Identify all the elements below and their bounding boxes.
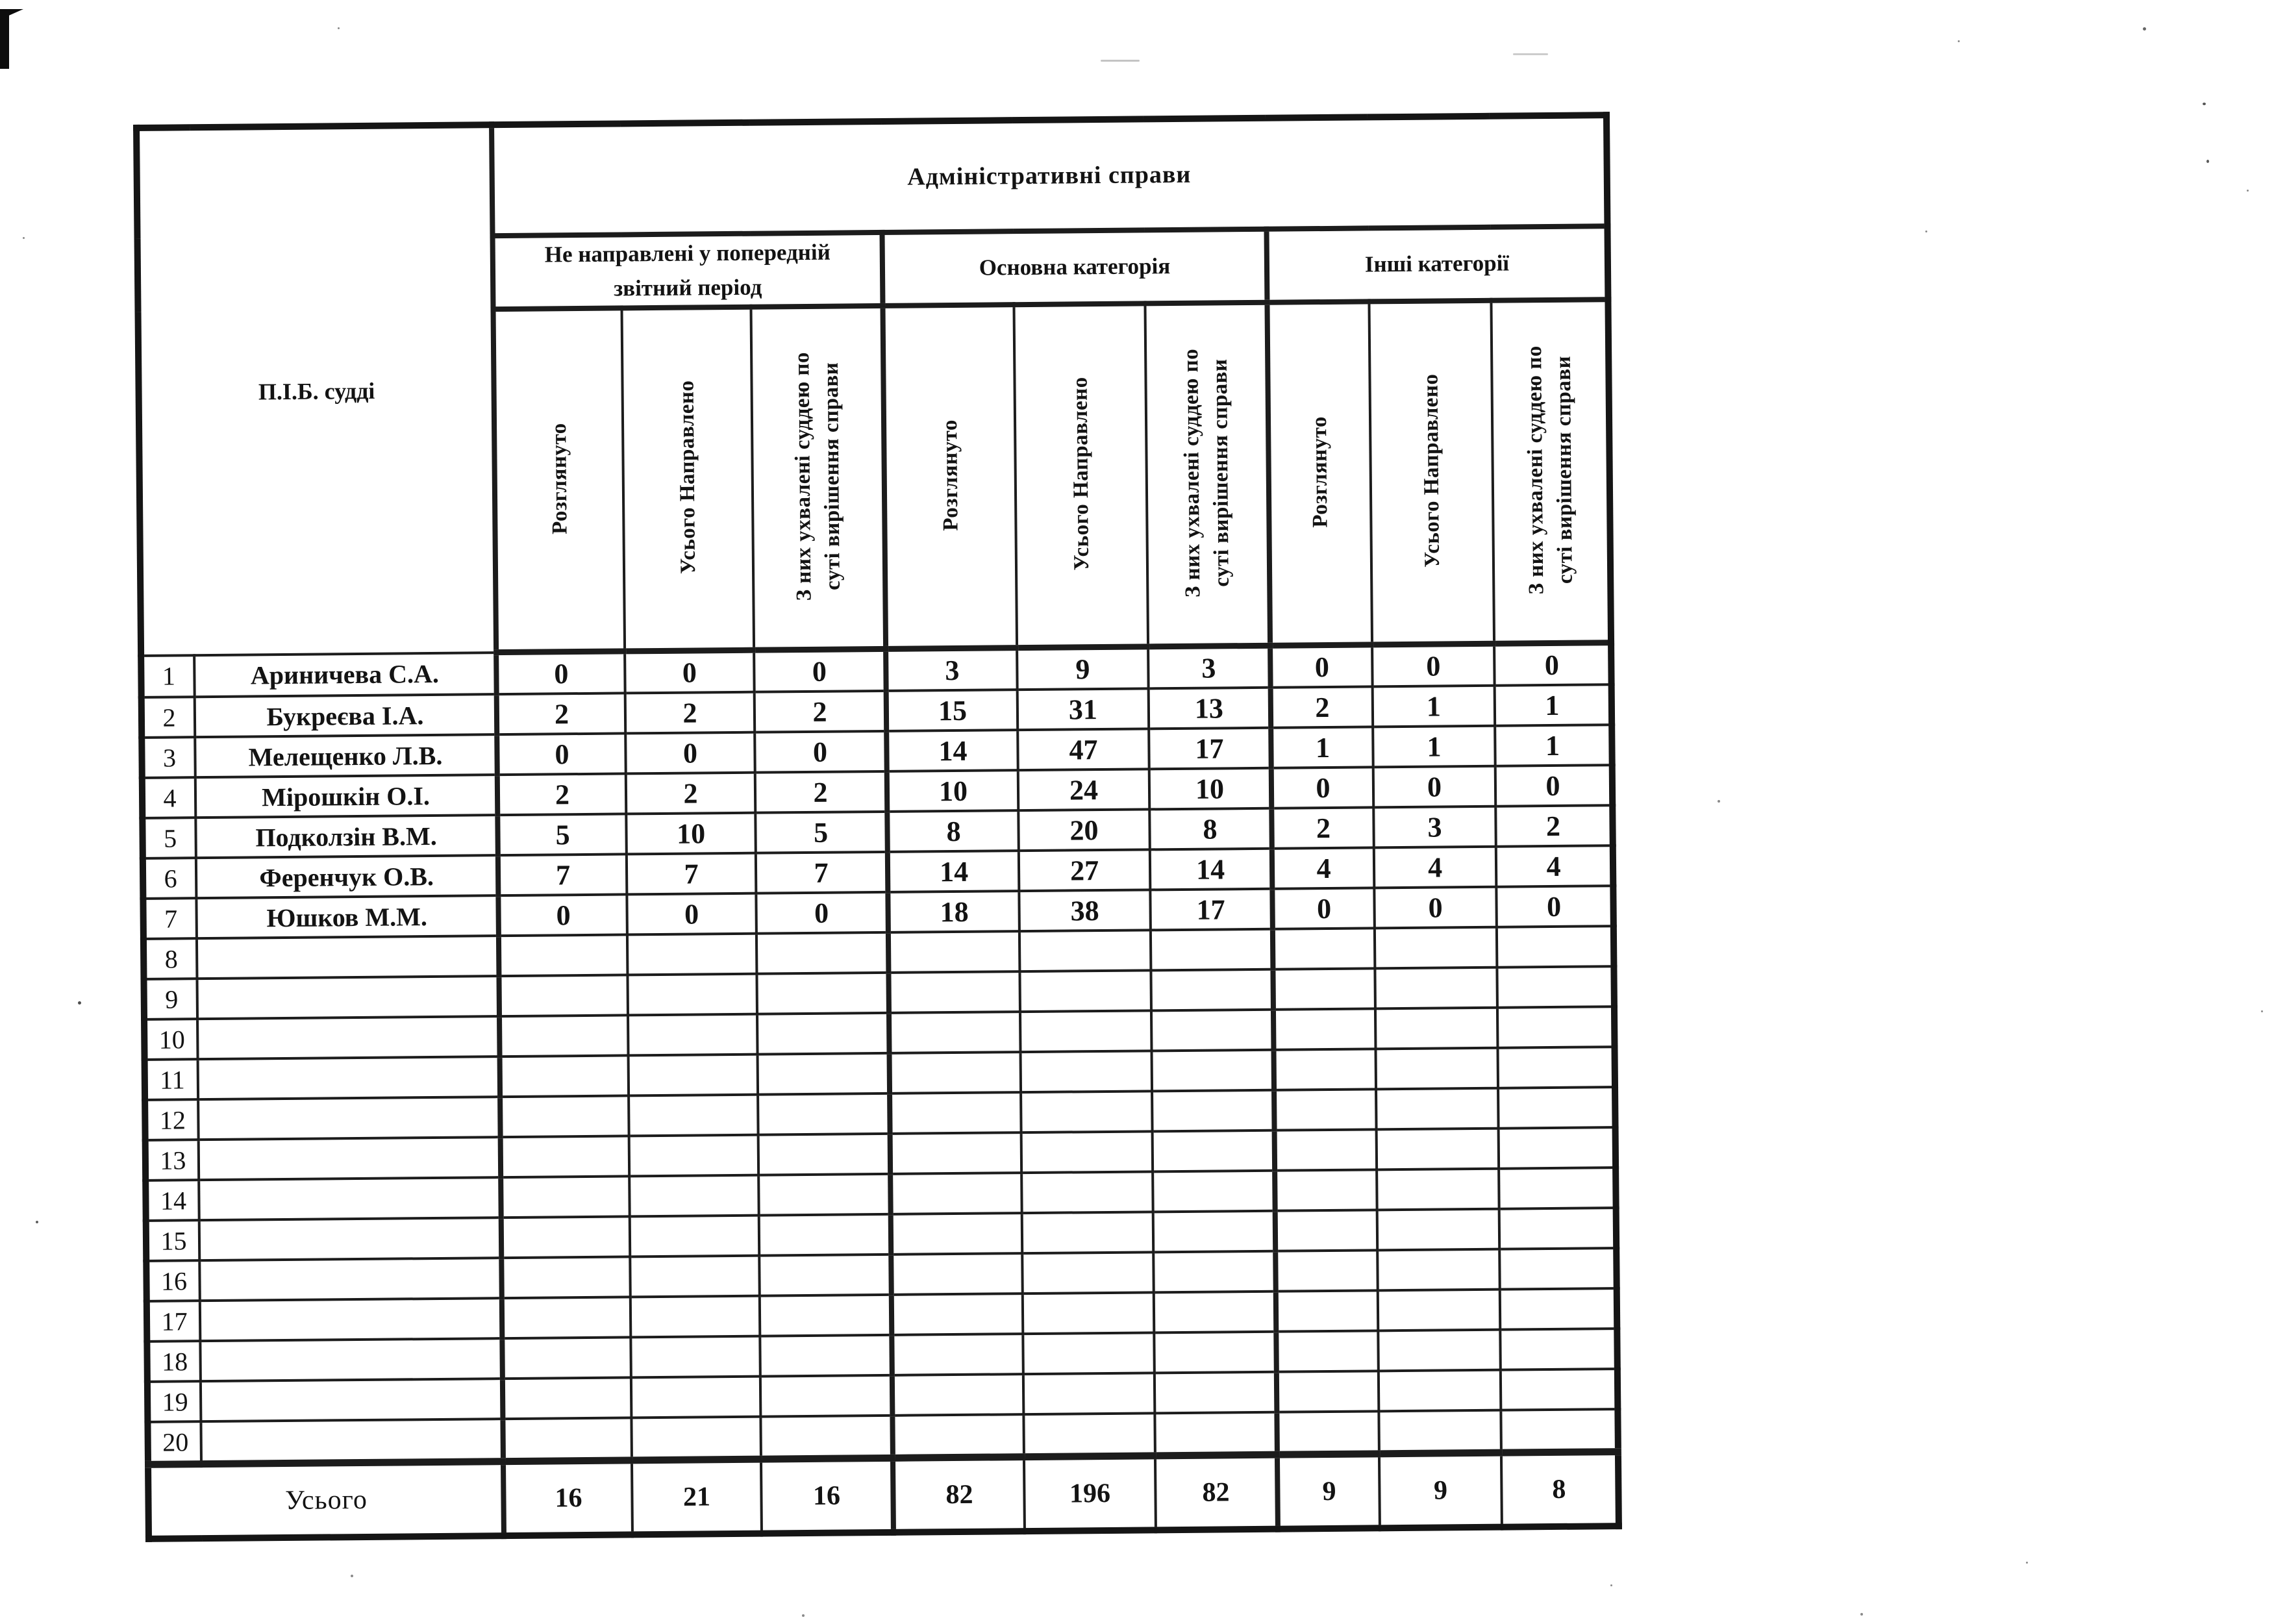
value-cell-other-total: 0 bbox=[1374, 887, 1497, 929]
value-cell-not-sent-total bbox=[630, 1256, 760, 1297]
value-cell-other-total bbox=[1376, 1088, 1499, 1130]
value-cell-other-total: 4 bbox=[1374, 847, 1497, 888]
value-cell-main-considered: 14 bbox=[888, 851, 1019, 892]
row-number-cell: 9 bbox=[144, 979, 197, 1019]
group-header-not-sent-previous-period: Не направлені у попередній звітний період bbox=[493, 232, 883, 309]
column-header-considered: Розглянуто bbox=[938, 419, 963, 531]
row-number-cell: 5 bbox=[142, 818, 196, 858]
judge-name-cell: Ариничева С.А. bbox=[194, 653, 497, 697]
value-cell-not-sent-considered bbox=[501, 1176, 630, 1218]
value-cell-other-considered bbox=[1274, 1049, 1377, 1090]
value-cell-not-sent-total bbox=[627, 974, 757, 1016]
table-header bbox=[136, 115, 1611, 655]
judge-name-cell bbox=[199, 1218, 502, 1260]
value-cell-not-sent-total: 7 bbox=[627, 853, 756, 895]
value-cell-main-decided bbox=[1152, 1090, 1275, 1132]
value-cell-other-decided bbox=[1498, 1087, 1616, 1129]
row-number-cell: 6 bbox=[143, 858, 197, 899]
value-cell-other-total bbox=[1377, 1209, 1500, 1251]
value-cell-main-considered bbox=[892, 1293, 1023, 1335]
value-cell-other-considered: 0 bbox=[1270, 645, 1373, 688]
table-footer bbox=[148, 1452, 1619, 1539]
value-cell-not-sent-decided: 0 bbox=[755, 731, 887, 773]
value-cell-not-sent-total bbox=[630, 1216, 760, 1257]
value-cell-not-sent-considered bbox=[499, 975, 628, 1016]
judge-name-cell: Ференчук О.В. bbox=[196, 855, 499, 898]
value-cell-main-total bbox=[1023, 1292, 1155, 1334]
judge-name-cell: Юшков М.М. bbox=[196, 895, 499, 938]
value-cell-not-sent-decided bbox=[759, 1214, 892, 1256]
value-cell-not-sent-decided: 7 bbox=[756, 852, 888, 893]
value-cell-not-sent-considered: 2 bbox=[497, 693, 626, 734]
scan-speck bbox=[2206, 160, 2209, 163]
value-cell-not-sent-decided bbox=[756, 932, 889, 974]
value-cell-main-decided bbox=[1151, 929, 1273, 971]
row-number-cell: 4 bbox=[142, 777, 196, 818]
value-cell-not-sent-total: 2 bbox=[626, 773, 756, 814]
value-cell-not-sent-total bbox=[629, 1135, 759, 1177]
value-cell-main-total bbox=[1022, 1212, 1154, 1253]
metric-header-cell bbox=[1267, 301, 1372, 645]
value-cell-other-decided bbox=[1499, 1127, 1616, 1169]
column-header-total-sent: Усього Направлено bbox=[675, 380, 701, 575]
row-number-cell: 19 bbox=[147, 1381, 201, 1422]
value-cell-other-total: 3 bbox=[1373, 806, 1496, 848]
judge-name-cell: Подколзін В.М. bbox=[195, 815, 498, 858]
totals-value: 9 bbox=[1277, 1454, 1380, 1529]
value-cell-not-sent-considered: 0 bbox=[497, 733, 626, 775]
value-cell-main-considered: 8 bbox=[887, 810, 1019, 852]
judge-name-cell: Мелещенко Л.В. bbox=[195, 734, 497, 777]
scan-speck bbox=[2026, 1562, 2028, 1564]
value-cell-other-decided bbox=[1501, 1409, 1618, 1453]
value-cell-other-considered bbox=[1275, 1210, 1378, 1251]
value-cell-not-sent-considered bbox=[503, 1418, 632, 1461]
row-number-cell: 10 bbox=[144, 1019, 198, 1060]
row-number-cell: 20 bbox=[147, 1421, 201, 1464]
value-cell-main-decided bbox=[1151, 1010, 1274, 1051]
metric-header-cell bbox=[1369, 301, 1494, 645]
scan-speck bbox=[23, 237, 25, 239]
judge-name-cell bbox=[197, 936, 499, 979]
value-cell-not-sent-decided bbox=[758, 1174, 891, 1216]
value-cell-main-decided: 8 bbox=[1149, 808, 1272, 850]
value-cell-not-sent-total bbox=[631, 1336, 760, 1378]
value-cell-other-considered bbox=[1276, 1330, 1379, 1371]
value-cell-not-sent-decided bbox=[759, 1255, 892, 1296]
judge-name-cell bbox=[200, 1298, 503, 1341]
value-cell-not-sent-decided bbox=[760, 1416, 893, 1459]
scan-speck bbox=[351, 1575, 353, 1577]
value-cell-not-sent-considered: 7 bbox=[498, 854, 627, 895]
metric-header-cell bbox=[1145, 303, 1270, 647]
value-cell-main-decided: 14 bbox=[1150, 849, 1273, 890]
value-cell-main-total bbox=[1023, 1373, 1155, 1414]
value-cell-other-considered: 0 bbox=[1271, 767, 1374, 808]
table-body bbox=[141, 643, 1618, 1465]
value-cell-other-considered: 1 bbox=[1271, 727, 1373, 768]
value-cell-not-sent-decided bbox=[760, 1335, 892, 1377]
value-cell-main-considered bbox=[891, 1213, 1023, 1255]
totals-value: 196 bbox=[1024, 1456, 1156, 1531]
value-cell-not-sent-decided bbox=[758, 1134, 891, 1175]
value-cell-not-sent-decided: 2 bbox=[755, 771, 888, 813]
row-number-cell: 11 bbox=[145, 1059, 199, 1100]
value-cell-other-decided: 1 bbox=[1495, 725, 1612, 766]
value-cell-other-considered bbox=[1277, 1411, 1379, 1455]
value-cell-main-total: 9 bbox=[1017, 647, 1149, 690]
value-cell-other-total bbox=[1375, 927, 1497, 969]
value-cell-other-considered: 2 bbox=[1271, 686, 1373, 727]
value-cell-main-decided bbox=[1153, 1251, 1276, 1293]
value-cell-not-sent-total bbox=[628, 1014, 758, 1056]
totals-label: Усього bbox=[148, 1462, 504, 1539]
value-cell-main-total bbox=[1022, 1252, 1154, 1293]
value-cell-main-considered: 14 bbox=[886, 730, 1018, 771]
value-cell-other-total bbox=[1377, 1129, 1499, 1170]
row-number-cell: 12 bbox=[145, 1099, 199, 1140]
scan-speck bbox=[338, 27, 340, 29]
row-number-cell: 1 bbox=[141, 655, 195, 697]
value-cell-main-considered bbox=[888, 931, 1020, 973]
value-cell-main-total: 38 bbox=[1019, 890, 1151, 931]
value-cell-other-decided: 0 bbox=[1496, 886, 1614, 927]
judge-name-cell: Букреєва І.А. bbox=[195, 694, 497, 737]
value-cell-other-considered bbox=[1276, 1290, 1379, 1331]
value-cell-other-considered bbox=[1275, 1250, 1378, 1291]
title-row bbox=[136, 115, 1607, 239]
column-header-decided-on-merits: З них ухвалені суддею по суті вирішення справи bbox=[1523, 345, 1577, 595]
row-number-cell: 3 bbox=[142, 737, 195, 778]
scan-speck bbox=[1718, 800, 1720, 803]
metric-header-cell bbox=[751, 306, 886, 650]
value-cell-main-decided bbox=[1151, 969, 1273, 1011]
value-cell-main-considered: 3 bbox=[886, 648, 1018, 691]
scan-speck bbox=[36, 1221, 38, 1223]
value-cell-other-total: 1 bbox=[1373, 686, 1495, 727]
value-cell-not-sent-total bbox=[629, 1175, 759, 1217]
judge-name-cell: Мірошкін О.І. bbox=[195, 775, 498, 818]
value-cell-other-total bbox=[1379, 1410, 1501, 1454]
totals-value: 8 bbox=[1501, 1452, 1619, 1527]
value-cell-not-sent-considered bbox=[503, 1377, 632, 1419]
scan-speck bbox=[2247, 190, 2249, 192]
totals-value: 82 bbox=[1155, 1455, 1278, 1530]
value-cell-not-sent-considered: 0 bbox=[496, 651, 625, 694]
value-cell-not-sent-decided bbox=[758, 1053, 890, 1095]
value-cell-not-sent-decided bbox=[757, 1013, 890, 1055]
column-header-total-sent: Усього Направлено bbox=[1419, 373, 1444, 568]
value-cell-other-decided bbox=[1499, 1208, 1617, 1249]
value-cell-main-total bbox=[1021, 1131, 1153, 1173]
value-cell-other-decided bbox=[1500, 1288, 1618, 1330]
value-cell-main-considered: 10 bbox=[887, 770, 1019, 812]
group-header-other-categories: Інші категорії bbox=[1266, 226, 1608, 303]
scan-speck bbox=[78, 1001, 81, 1005]
value-cell-not-sent-total bbox=[629, 1095, 758, 1136]
value-cell-other-decided: 2 bbox=[1495, 805, 1613, 847]
column-header-considered: Розглянуто bbox=[1308, 416, 1332, 528]
judge-name-cell bbox=[199, 1258, 502, 1301]
metric-header-cell bbox=[1014, 303, 1148, 647]
value-cell-not-sent-decided bbox=[756, 973, 889, 1014]
value-cell-other-total bbox=[1378, 1330, 1501, 1371]
value-cell-not-sent-total: 0 bbox=[625, 732, 755, 774]
value-cell-main-decided: 17 bbox=[1149, 728, 1271, 769]
value-cell-not-sent-total bbox=[627, 934, 757, 975]
value-cell-not-sent-total: 2 bbox=[625, 692, 755, 734]
value-cell-not-sent-considered: 5 bbox=[497, 814, 627, 855]
value-cell-other-considered: 2 bbox=[1271, 807, 1374, 848]
row-number-cell: 7 bbox=[143, 898, 197, 939]
value-cell-other-considered: 0 bbox=[1272, 888, 1375, 929]
value-cell-main-considered: 15 bbox=[886, 690, 1018, 731]
value-cell-not-sent-total bbox=[631, 1417, 761, 1460]
value-cell-main-considered bbox=[890, 1092, 1021, 1134]
judge-name-cell bbox=[197, 976, 499, 1019]
value-cell-not-sent-considered bbox=[502, 1297, 631, 1338]
value-cell-other-total bbox=[1377, 1169, 1499, 1210]
metric-header-cell bbox=[1491, 299, 1611, 643]
metric-header-cell bbox=[622, 307, 755, 651]
metric-header-cell bbox=[882, 305, 1017, 649]
judge-name-cell bbox=[201, 1379, 503, 1421]
scan-speck bbox=[802, 1614, 805, 1617]
scan-speck bbox=[1925, 231, 1927, 232]
value-cell-main-total bbox=[1019, 970, 1151, 1012]
value-cell-other-decided: 4 bbox=[1496, 845, 1614, 887]
value-cell-main-total bbox=[1021, 1051, 1153, 1092]
row-number-cell: 2 bbox=[142, 697, 195, 738]
value-cell-other-considered bbox=[1273, 1008, 1376, 1049]
scan-speck bbox=[1101, 60, 1140, 62]
value-cell-other-decided bbox=[1498, 1047, 1616, 1088]
judges-column-header: П.І.Б. судді bbox=[136, 125, 496, 655]
value-cell-not-sent-considered bbox=[500, 1095, 629, 1137]
value-cell-not-sent-decided bbox=[760, 1295, 892, 1336]
value-cell-not-sent-decided: 5 bbox=[755, 812, 888, 853]
value-cell-other-decided bbox=[1499, 1168, 1616, 1209]
value-cell-not-sent-considered bbox=[501, 1256, 631, 1298]
scan-speck bbox=[1860, 1613, 1863, 1616]
value-cell-other-total bbox=[1378, 1290, 1501, 1331]
value-cell-not-sent-total: 0 bbox=[625, 650, 755, 693]
value-cell-main-decided bbox=[1155, 1372, 1277, 1414]
value-cell-main-decided: 13 bbox=[1149, 688, 1271, 729]
value-cell-not-sent-decided: 0 bbox=[756, 892, 888, 934]
value-cell-main-decided bbox=[1153, 1171, 1275, 1212]
value-cell-not-sent-considered bbox=[502, 1337, 631, 1379]
value-cell-not-sent-total: 0 bbox=[627, 893, 756, 935]
scan-speck bbox=[1513, 53, 1548, 55]
value-cell-other-decided: 0 bbox=[1495, 765, 1613, 806]
value-cell-other-decided bbox=[1501, 1369, 1618, 1410]
totals-value: 9 bbox=[1379, 1453, 1502, 1528]
judge-name-cell bbox=[198, 1097, 501, 1140]
value-cell-not-sent-considered bbox=[501, 1216, 631, 1258]
value-cell-other-total: 1 bbox=[1373, 726, 1495, 768]
row-number-cell: 8 bbox=[144, 938, 197, 979]
value-cell-other-total bbox=[1377, 1249, 1500, 1291]
value-cell-main-total: 31 bbox=[1018, 688, 1149, 730]
column-header-decided-on-merits: З них ухвалені суддею по суті вирішення справи bbox=[790, 351, 845, 601]
table-title: Адміністративні справи bbox=[492, 115, 1607, 236]
value-cell-not-sent-considered bbox=[500, 1055, 629, 1097]
value-cell-not-sent-total bbox=[629, 1055, 758, 1096]
value-cell-main-decided bbox=[1152, 1050, 1275, 1092]
scan-speck bbox=[2143, 27, 2146, 31]
totals-value: 21 bbox=[632, 1459, 762, 1534]
value-cell-not-sent-total bbox=[631, 1296, 760, 1338]
value-cell-other-decided bbox=[1497, 1006, 1615, 1048]
value-cell-main-decided: 3 bbox=[1148, 645, 1271, 688]
row-number-cell: 17 bbox=[147, 1301, 201, 1342]
row-number-cell: 15 bbox=[146, 1220, 200, 1261]
value-cell-main-total bbox=[1020, 1010, 1152, 1052]
value-cell-main-considered bbox=[892, 1414, 1024, 1458]
value-cell-main-considered bbox=[888, 971, 1020, 1013]
value-cell-main-total: 27 bbox=[1019, 849, 1151, 891]
value-cell-main-decided: 10 bbox=[1149, 768, 1272, 810]
scan-speck bbox=[2261, 1010, 2263, 1012]
judge-name-cell bbox=[201, 1419, 503, 1464]
judge-name-cell bbox=[199, 1177, 501, 1220]
metric-header-cell bbox=[494, 308, 625, 652]
totals-value: 16 bbox=[761, 1458, 894, 1533]
judge-name-cell bbox=[198, 1056, 501, 1099]
value-cell-other-total bbox=[1376, 1048, 1499, 1090]
value-cell-main-decided: 17 bbox=[1150, 889, 1273, 931]
value-cell-main-considered: 18 bbox=[888, 891, 1019, 932]
value-cell-other-considered bbox=[1273, 968, 1375, 1009]
scan-speck bbox=[1958, 40, 1960, 42]
value-cell-not-sent-considered bbox=[501, 1136, 630, 1177]
value-cell-main-total: 20 bbox=[1018, 809, 1150, 851]
value-cell-main-total bbox=[1023, 1413, 1155, 1456]
value-cell-other-considered bbox=[1273, 928, 1375, 969]
totals-value: 16 bbox=[503, 1460, 632, 1536]
value-cell-main-decided bbox=[1154, 1292, 1277, 1333]
value-cell-not-sent-considered: 2 bbox=[497, 773, 627, 815]
row-number-cell: 16 bbox=[146, 1260, 200, 1301]
value-cell-not-sent-total bbox=[631, 1377, 761, 1418]
value-cell-not-sent-decided: 0 bbox=[754, 649, 886, 692]
value-cell-main-considered bbox=[890, 1052, 1021, 1093]
value-cell-main-considered bbox=[890, 1132, 1022, 1174]
judge-name-cell bbox=[200, 1338, 503, 1381]
table-container bbox=[133, 112, 1622, 1542]
row-number-cell: 14 bbox=[145, 1180, 199, 1221]
value-cell-not-sent-considered bbox=[499, 934, 628, 976]
column-header-total-sent: Усього Направлено bbox=[1068, 377, 1094, 571]
value-cell-not-sent-decided: 2 bbox=[755, 691, 887, 732]
value-cell-other-total: 0 bbox=[1372, 643, 1495, 686]
value-cell-other-decided bbox=[1497, 926, 1614, 968]
value-cell-main-total bbox=[1021, 1171, 1153, 1213]
value-cell-main-considered bbox=[892, 1334, 1023, 1375]
value-cell-other-considered: 4 bbox=[1272, 847, 1375, 888]
value-cell-not-sent-considered bbox=[499, 1015, 629, 1056]
judge-name-cell bbox=[199, 1137, 501, 1180]
value-cell-main-total bbox=[1021, 1091, 1153, 1132]
value-cell-main-considered bbox=[891, 1253, 1023, 1295]
value-cell-main-considered bbox=[890, 1173, 1022, 1214]
value-cell-main-decided bbox=[1153, 1131, 1275, 1172]
totals-row bbox=[148, 1452, 1619, 1539]
value-cell-other-total bbox=[1375, 1008, 1498, 1049]
value-cell-other-decided: 0 bbox=[1494, 643, 1612, 686]
court-statistics-table bbox=[133, 112, 1622, 1542]
value-cell-other-decided bbox=[1497, 966, 1614, 1008]
value-cell-other-total bbox=[1375, 968, 1497, 1009]
row-number-cell: 13 bbox=[145, 1140, 199, 1181]
value-cell-main-considered bbox=[889, 1012, 1021, 1053]
scan-speck bbox=[1610, 1584, 1612, 1586]
value-cell-main-total: 47 bbox=[1018, 729, 1149, 770]
value-cell-other-total: 0 bbox=[1373, 766, 1496, 808]
value-cell-other-considered bbox=[1275, 1169, 1377, 1210]
value-cell-not-sent-considered: 0 bbox=[498, 894, 627, 936]
column-header-decided-on-merits: З них ухвалені суддею по суті вирішення справи bbox=[1179, 348, 1234, 598]
value-cell-not-sent-total: 10 bbox=[626, 813, 756, 855]
row-number-cell: 18 bbox=[147, 1341, 201, 1382]
value-cell-other-considered bbox=[1275, 1129, 1377, 1170]
value-cell-other-total bbox=[1379, 1370, 1501, 1412]
judge-name-cell bbox=[197, 1016, 500, 1059]
value-cell-main-considered bbox=[892, 1374, 1024, 1416]
value-cell-main-decided bbox=[1155, 1412, 1277, 1456]
totals-value: 82 bbox=[893, 1457, 1025, 1532]
value-cell-not-sent-decided bbox=[758, 1093, 890, 1135]
value-cell-main-decided bbox=[1154, 1332, 1277, 1373]
group-header-main-category: Основна категорія bbox=[882, 229, 1268, 306]
value-cell-main-decided bbox=[1153, 1211, 1276, 1253]
value-cell-main-total: 24 bbox=[1018, 769, 1150, 810]
scan-speck bbox=[2203, 103, 2206, 105]
value-cell-other-considered bbox=[1277, 1371, 1379, 1412]
value-cell-main-total bbox=[1023, 1332, 1155, 1374]
column-header-considered: Розглянуто bbox=[547, 422, 572, 534]
value-cell-other-decided bbox=[1500, 1329, 1618, 1370]
value-cell-other-decided: 1 bbox=[1495, 684, 1612, 726]
value-cell-not-sent-decided bbox=[760, 1375, 893, 1417]
scan-artifact-corner-mark-tip bbox=[0, 9, 23, 19]
value-cell-other-decided bbox=[1499, 1248, 1617, 1290]
value-cell-main-total bbox=[1019, 930, 1151, 971]
value-cell-other-considered bbox=[1274, 1089, 1377, 1130]
